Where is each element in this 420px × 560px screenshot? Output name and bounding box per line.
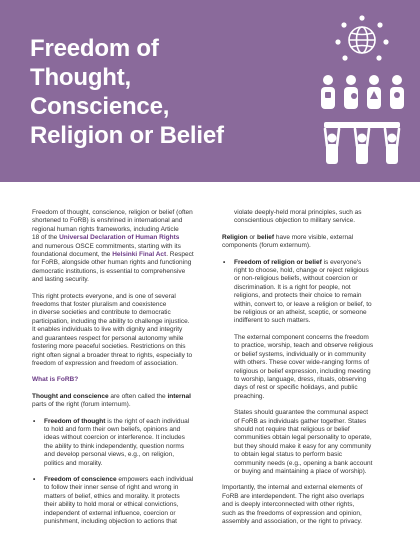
text-fragment: have more visible, external xyxy=(274,233,354,241)
text-line: Freedom of thought, conscience, religion or belief (often xyxy=(32,209,193,216)
text-line xyxy=(32,393,208,401)
external-component-paragraph xyxy=(222,334,398,401)
text-line: FoRB are interdependent. The right also overlaps xyxy=(222,492,365,500)
header-band xyxy=(0,0,420,182)
text-line: or non-religious beliefs, without coercion or xyxy=(234,275,358,283)
people-icon xyxy=(316,72,408,112)
title-line: Freedom of xyxy=(30,35,159,62)
text-line: ideas without coercion or interference. It includes xyxy=(44,434,185,442)
text-line: their ability to hold moral or ethical convictions, xyxy=(44,501,179,509)
title-line: Conscience, xyxy=(30,93,170,120)
text-line: or belief systems, individually or in community xyxy=(234,350,366,358)
bold-term: belief xyxy=(257,233,275,241)
bold-term: Thought and conscience xyxy=(32,392,109,400)
text-line: religious or belief expression, including meeting xyxy=(234,367,371,375)
text-line xyxy=(44,476,208,484)
text-line: preaching. xyxy=(234,392,265,400)
text-line: to follow their inner sense of right and wrong in xyxy=(44,484,179,492)
text-line: It enables individuals to live with dignity and integrity xyxy=(32,326,183,334)
text-line xyxy=(32,234,208,242)
text-fragment: 18 of the xyxy=(32,234,60,242)
text-line: freedoms that foster pluralism and coexistence xyxy=(32,301,167,309)
text-fragment: or xyxy=(247,233,258,241)
text-line: to obtain legal status to perform basic xyxy=(234,451,343,459)
text-line xyxy=(222,234,398,242)
religion-belief-paragraph xyxy=(222,234,398,251)
text-line: regional human rights frameworks, including Article xyxy=(32,225,179,233)
text-line: community needs (e.g., opening a bank account xyxy=(234,459,373,467)
states-paragraph xyxy=(222,409,398,476)
text-line: and numerous OSCE commitments, starting with its xyxy=(32,242,181,250)
holding-up-icon xyxy=(316,120,408,168)
text-line: violate deeply-held moral principles, such as xyxy=(234,209,362,216)
bold-term: Freedom of religion or belief xyxy=(234,258,322,266)
text-line: discrimination. It is a right for people, not xyxy=(234,283,351,291)
bold-term: internal xyxy=(167,392,191,400)
text-fragment: are often called the xyxy=(108,392,168,400)
text-line: This right protects everyone, and is one of several xyxy=(32,292,176,300)
protection-paragraph xyxy=(32,293,208,369)
text-line: The external component concerns the freedom xyxy=(234,333,369,341)
intro-paragraph xyxy=(32,209,208,285)
text-line: politics and morality. xyxy=(44,459,103,467)
text-line: in diverse societies and contribute to democratic xyxy=(32,309,171,317)
text-line: to hold and form their own beliefs, opinions and xyxy=(44,425,181,433)
text-line: and guarantees respect for personal autonomy while xyxy=(32,334,184,342)
text-line: communities obtain legal personality to operate, xyxy=(234,434,372,442)
interdependence-paragraph xyxy=(222,484,398,526)
text-line: such as the freedoms of expression and opinion, xyxy=(222,509,362,517)
text-line: right often signal a broader threat to rights, especially to xyxy=(32,351,193,359)
bold-term: Freedom of conscience xyxy=(44,475,117,483)
bullet-freedom-of-thought xyxy=(32,418,208,468)
thought-conscience-paragraph xyxy=(32,393,208,410)
text-line: the ability to think independently, question norms xyxy=(44,442,185,450)
text-line: of FoRB as individuals gather together. States xyxy=(234,417,367,425)
text-fragment: is everyone's xyxy=(321,258,362,266)
text-line: for FoRB, alongside other human rights and functioning xyxy=(32,259,192,267)
text-line: participation, including the ability to challenge injustice. xyxy=(32,317,190,325)
text-line xyxy=(234,259,398,267)
header-icons xyxy=(306,14,416,174)
section-heading: What is FoRB? xyxy=(32,376,79,384)
text-line: matters of belief, ethics and morality. It protects xyxy=(44,492,180,500)
globe-icon xyxy=(334,14,390,64)
text-fragment: is the right of each individual xyxy=(105,417,190,425)
title-line: Thought, xyxy=(30,64,132,91)
udhr-link[interactable]: Universal Declaration of Human Rights xyxy=(59,234,180,242)
text-line: or buying and maintaining a place of worship). xyxy=(234,467,367,475)
bullet-freedom-of-conscience xyxy=(32,476,208,526)
bold-term: Freedom of thought xyxy=(44,417,106,425)
bullet-freedom-of-religion xyxy=(222,259,398,326)
text-line: and is deeply interconnected with other rights, xyxy=(222,501,355,509)
text-line: fostering more peaceful societies. Restrictions on this xyxy=(32,343,186,351)
text-fragment: empowers each individual xyxy=(116,475,194,483)
text-line: components (forum externum). xyxy=(222,242,311,250)
text-line: freedom of expression and freedom of association. xyxy=(32,359,178,367)
text-line: days of rest or specific holidays, and public xyxy=(234,384,358,392)
text-line: with others. These cover wide-ranging forms of xyxy=(234,359,369,367)
text-fragment: foundational document, the xyxy=(32,251,113,259)
text-line: to worship, language, dress, rituals, observing xyxy=(234,375,367,383)
text-line: and develop personal views, e.g., on religion, xyxy=(44,451,175,459)
text-line: be religious or an atheist, sceptic, or someone xyxy=(234,309,367,317)
text-fragment: . Respect xyxy=(166,251,194,259)
text-line: assembly and association, or the right to privacy. xyxy=(222,518,363,525)
text-line: indifferent to such matters. xyxy=(234,317,311,325)
page-title xyxy=(30,34,224,150)
helsinki-link[interactable]: Helsinki Final Act xyxy=(112,251,167,259)
text-line: punishment, including objection to actions that xyxy=(44,518,177,525)
text-line: parts of the right (forum internum). xyxy=(32,401,131,409)
text-line: democratic institutions, is essential to comprehensive xyxy=(32,267,186,275)
bold-term: Religion xyxy=(222,233,248,241)
text-line: within, convert to, or leave a religion or belief, to xyxy=(234,300,372,308)
bullet-continuation xyxy=(222,209,398,226)
text-line: shortened to FoRB) is enshrined in international and xyxy=(32,217,183,225)
text-line: but they should make it easy for any community xyxy=(234,442,372,450)
text-line: and lasting security. xyxy=(32,276,89,284)
text-line xyxy=(44,418,208,426)
text-line: independent of external influence, coercion or xyxy=(44,509,176,517)
text-line: should not require that religious or belief xyxy=(234,425,350,433)
right-column xyxy=(222,209,398,534)
text-line: right to choose, hold, change or reject religious xyxy=(234,267,369,275)
left-column xyxy=(32,209,208,534)
text-line: conscientious objection to military service. xyxy=(234,217,356,225)
text-line xyxy=(32,251,208,259)
title-line: Religion or Belief xyxy=(30,122,224,149)
text-line: to practice, worship, teach and observe religious xyxy=(234,342,374,350)
text-line: religions, and protects their choice to remain xyxy=(234,292,362,300)
text-line: States should guarantee the communal aspect xyxy=(234,409,369,417)
text-line: Importantly, the internal and external elements of xyxy=(222,484,363,492)
